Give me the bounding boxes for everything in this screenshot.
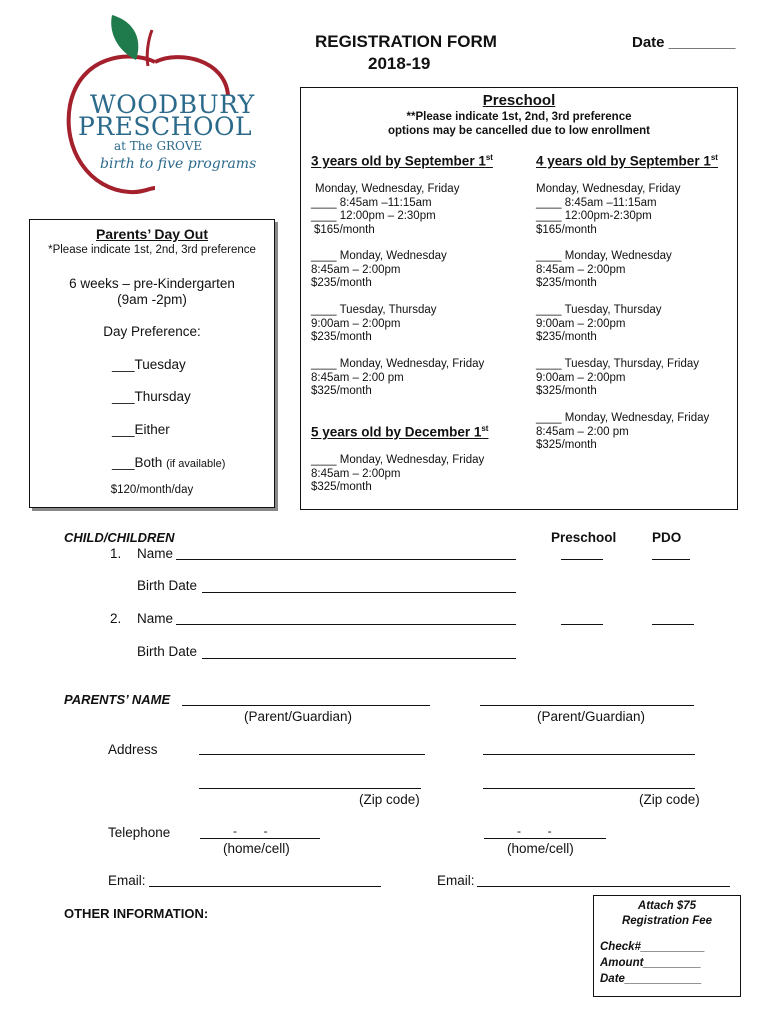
pdo-both[interactable]: ___Both (if available) — [112, 455, 226, 470]
child1-birth-label: Birth Date — [137, 578, 198, 593]
child1-name-field[interactable] — [176, 559, 516, 560]
fee-amount: Amount_________ — [600, 957, 701, 969]
phone1-field[interactable] — [200, 838, 320, 839]
child2-birth-label: Birth Date — [137, 644, 198, 659]
child1-name-label: Name — [137, 546, 174, 561]
child1-num: 1. — [110, 546, 122, 561]
address1-field[interactable] — [199, 754, 425, 755]
address2-line2-field[interactable] — [483, 788, 695, 789]
pdo-age: 6 weeks – pre-Kindergarten — [69, 276, 235, 291]
col4-block-4[interactable]: ____ Tuesday, Thursday, Friday 9:00am – 2:00pm $325/month — [536, 358, 700, 397]
address1-line2-field[interactable] — [199, 788, 421, 789]
col3-block-1[interactable]: Monday, Wednesday, Friday ____ 8:45am –11:15am ____ 12:00pm – 2:30pm $165/month — [311, 183, 460, 236]
phone2-field[interactable] — [484, 838, 606, 839]
logo-line3: at The GROVE — [114, 139, 203, 153]
form-year: 2018-19 — [368, 54, 431, 73]
pdo-day-pref: Day Preference: — [103, 324, 201, 339]
phone2-mask: - - — [517, 824, 552, 838]
col4-block-2[interactable]: ____ Monday, Wednesday 8:45am – 2:00pm $235/month — [536, 250, 672, 289]
preschool-heading: Preschool — [482, 92, 556, 109]
col-4yr-heading: 4 years old by September 1st — [536, 153, 718, 169]
address-label: Address — [108, 742, 158, 757]
email1-field[interactable] — [149, 886, 381, 887]
fee-check: Check#__________ — [600, 941, 705, 953]
child1-pdo-field[interactable] — [652, 559, 690, 560]
email1-label: Email: — [108, 873, 146, 888]
parent2-name-field[interactable] — [480, 705, 694, 706]
other-info-heading: OTHER INFORMATION: — [64, 906, 209, 921]
col4-block-3[interactable]: ____ Tuesday, Thursday 9:00am – 2:00pm $235/month — [536, 304, 662, 343]
col-5yr-heading: 5 years old by December 1st — [311, 424, 489, 440]
fee-date: Date____________ — [600, 973, 702, 985]
pdo-either[interactable]: ___Either — [112, 422, 170, 437]
child2-pdo-field[interactable] — [652, 624, 694, 625]
col-3yr-heading: 3 years old by September 1st — [311, 153, 493, 169]
parent2-guardian-label: (Parent/Guardian) — [537, 709, 646, 724]
child2-preschool-field[interactable] — [561, 624, 603, 625]
parents-heading: PARENTS’ NAME — [64, 692, 171, 707]
col3-block-2[interactable]: ____ Monday, Wednesday 8:45am – 2:00pm $235/month — [311, 250, 447, 289]
child-heading: CHILD/CHILDREN — [64, 530, 175, 545]
child-preschool-col: Preschool — [551, 530, 617, 545]
pdo-price: $120/month/day — [110, 484, 194, 496]
fee-line1: Attach $75 — [637, 900, 697, 912]
child2-name-field[interactable] — [176, 624, 516, 625]
phone1-type: (home/cell) — [223, 841, 290, 856]
date-field[interactable]: Date ________ — [632, 34, 736, 51]
logo-tagline: birth to five programs — [100, 156, 257, 172]
child2-num: 2. — [110, 611, 122, 626]
pdo-heading: Parents’ Day Out — [95, 226, 209, 242]
pdo-hours: (9am -2pm) — [117, 292, 187, 307]
address2-field[interactable] — [483, 754, 695, 755]
child2-name-label: Name — [137, 611, 174, 626]
child1-preschool-field[interactable] — [561, 559, 603, 560]
child-pdo-col: PDO — [652, 530, 682, 545]
parent1-guardian-label: (Parent/Guardian) — [244, 709, 353, 724]
telephone-label: Telephone — [108, 825, 171, 840]
col3-block-4[interactable]: ____ Monday, Wednesday, Friday 8:45am – 2:00 pm $325/month — [311, 358, 485, 397]
zip1-label: (Zip code) — [359, 792, 420, 807]
col4-block-5[interactable]: ____ Monday, Wednesday, Friday 8:45am – 2:00 pm $325/month — [536, 412, 710, 451]
pdo-thursday[interactable]: ___Thursday — [112, 389, 191, 404]
col3-block-3[interactable]: ____ Tuesday, Thursday 9:00am – 2:00pm $235/month — [311, 304, 437, 343]
phone1-mask: - - — [233, 824, 268, 838]
zip2-label: (Zip code) — [639, 792, 700, 807]
pdo-tuesday[interactable]: ___Tuesday — [112, 357, 186, 372]
col4-block-1[interactable]: Monday, Wednesday, Friday ____ 8:45am –11:15am ____ 12:00pm-2:30pm $165/month — [536, 183, 681, 236]
email2-field[interactable] — [477, 886, 730, 887]
logo-line2: PRESCHOOL — [78, 112, 253, 141]
email2-label: Email: — [437, 873, 475, 888]
pdo-note: *Please indicate 1st, 2nd, 3rd preference — [48, 244, 256, 256]
phone2-type: (home/cell) — [507, 841, 574, 856]
preschool-note-1: **Please indicate 1st, 2nd, 3rd preference — [406, 111, 632, 123]
fee-line2: Registration Fee — [621, 915, 713, 927]
logo-line1: WOODBURY — [90, 90, 255, 119]
child2-birth-field[interactable] — [202, 658, 516, 659]
parent1-name-field[interactable] — [182, 705, 430, 706]
form-title: REGISTRATION FORM — [315, 32, 497, 51]
col5-block[interactable]: ____ Monday, Wednesday, Friday 8:45am – 2:00pm $325/month — [311, 454, 485, 493]
child1-birth-field[interactable] — [202, 592, 516, 593]
preschool-note-2: options may be cancelled due to low enrollment — [388, 125, 650, 137]
